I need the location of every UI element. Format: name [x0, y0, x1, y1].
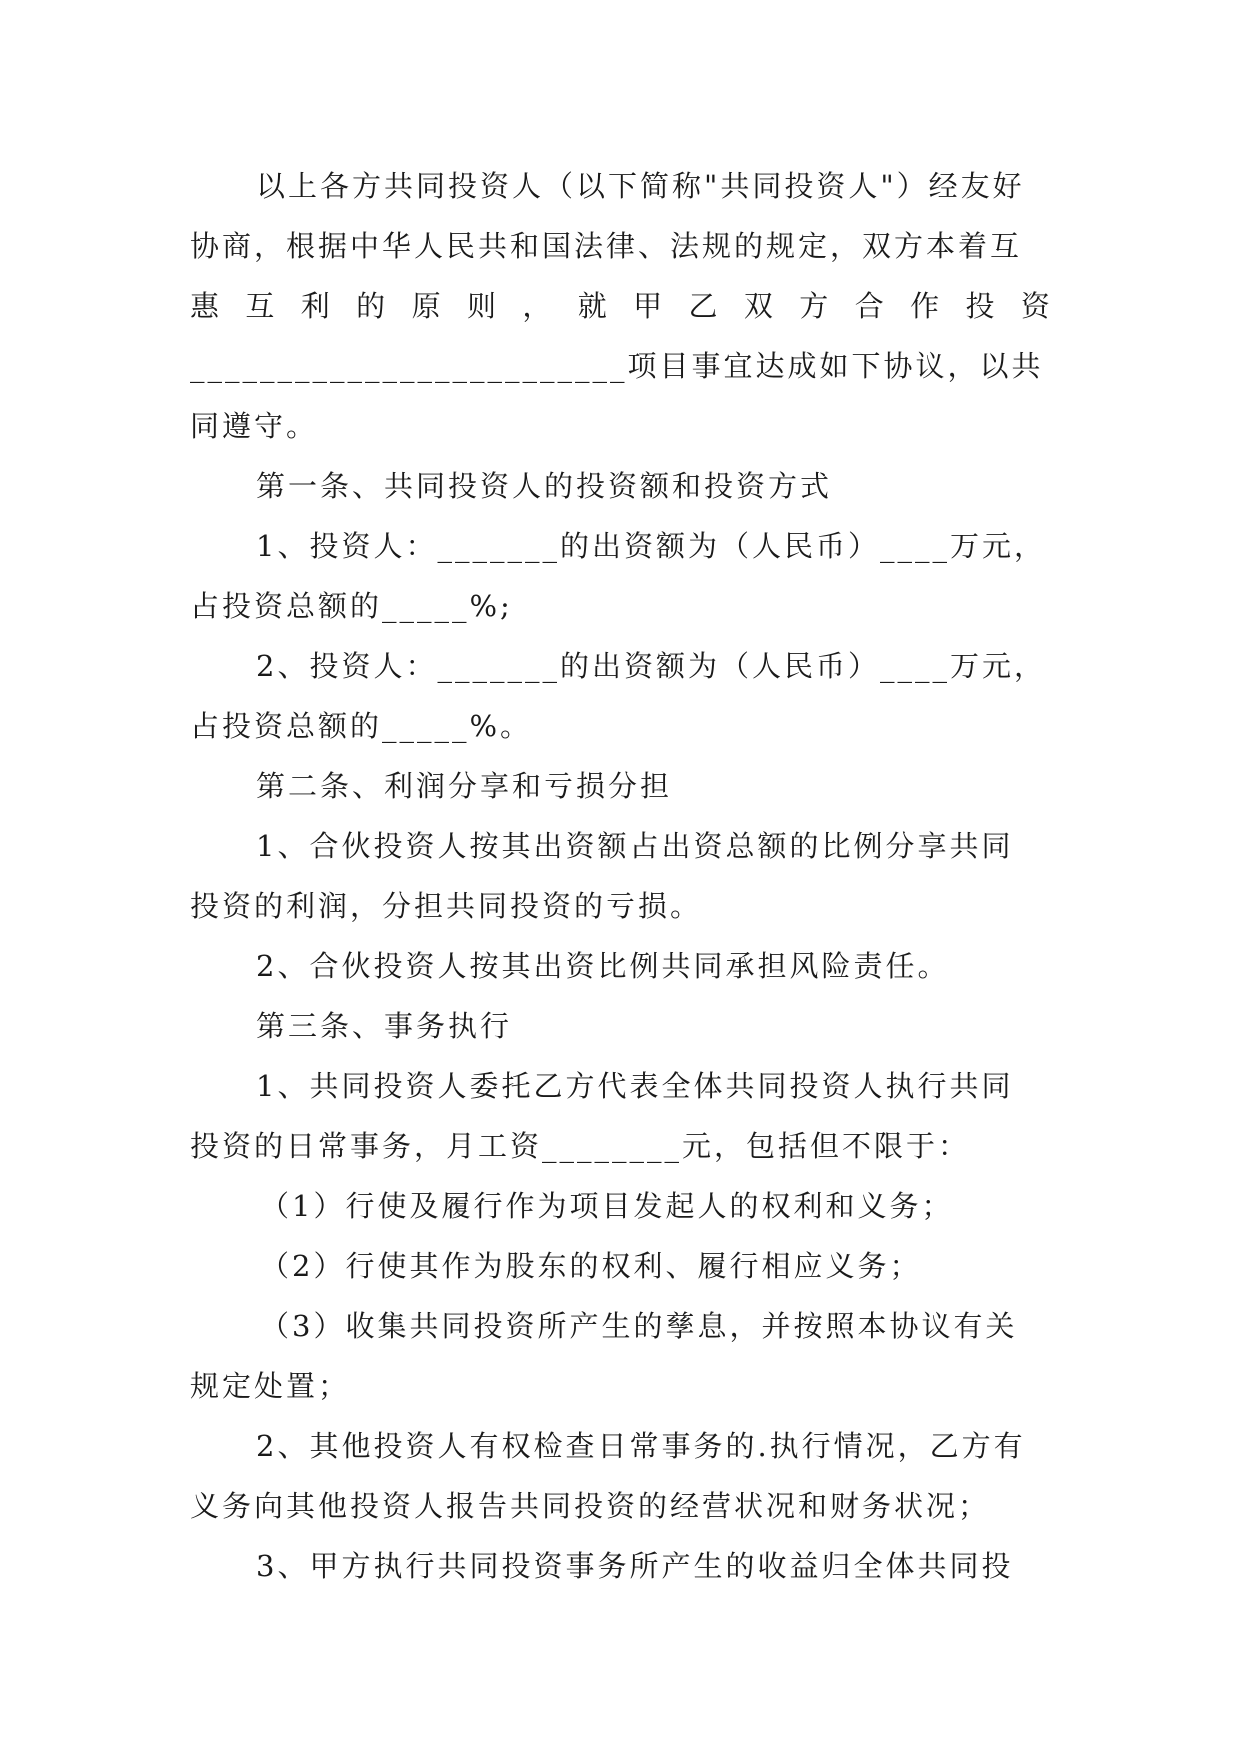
justified-char: 原	[411, 289, 441, 323]
intro-line-4: _________________________项目事宜达成如下协议，以共	[190, 349, 1044, 383]
justified-char: 甲	[633, 289, 663, 323]
article-3-sub-3-line-1: （3）收集共同投资所产生的孳息，并按照本协议有关	[260, 1309, 1018, 1343]
article-3-sub-2: （2）行使其作为股东的权利、履行相应义务；	[260, 1249, 922, 1283]
article-1-item-1-line-2: 占投资总额的_____%;	[190, 589, 513, 623]
article-3-title: 第三条、事务执行	[256, 1009, 513, 1043]
article-2-item-1-line-2: 投资的利润，分担共同投资的亏损。	[190, 889, 703, 923]
article-3-item-3-line-1: 3、甲方执行共同投资事务所产生的收益归全体共同投	[256, 1549, 1014, 1583]
article-1-item-2-line-2: 占投资总额的_____%。	[190, 709, 533, 743]
justified-char: 的	[356, 289, 386, 323]
justified-char: 方	[799, 289, 829, 323]
justified-char: 乙	[688, 289, 718, 323]
justified-char: 则	[466, 289, 496, 323]
justified-char: 互	[245, 289, 275, 323]
justified-char: 双	[743, 289, 773, 323]
intro-line-3	[190, 276, 1050, 336]
article-2-item-1-line-1: 1、合伙投资人按其出资额占出资总额的比例分享共同	[256, 829, 1014, 863]
justified-char: 合	[854, 289, 884, 323]
intro-line-1: 以上各方共同投资人（以下简称"共同投资人"）经友好	[256, 169, 1025, 203]
document-body	[190, 156, 1050, 1596]
justified-char: 利	[300, 289, 330, 323]
article-3-sub-3-line-2: 规定处置；	[190, 1369, 351, 1403]
article-2-title: 第二条、利润分享和亏损分担	[256, 769, 673, 803]
article-3-item-2-line-2: 义务向其他投资人报告共同投资的经营状况和财务状况；	[190, 1489, 991, 1523]
justified-char: ，	[522, 289, 552, 323]
article-1-title: 第一条、共同投资人的投资额和投资方式	[256, 469, 833, 503]
article-1-item-2-line-1: 2、投资人：_______的出资额为（人民币）____万元，	[256, 649, 1046, 683]
article-2-item-2: 2、合伙投资人按其出资比例共同承担风险责任。	[256, 949, 950, 983]
justified-char: 资	[1020, 289, 1050, 323]
justified-char: 惠	[190, 289, 220, 323]
article-1-item-1-line-1: 1、投资人：_______的出资额为（人民币）____万元，	[256, 529, 1046, 563]
article-3-sub-1: （1）行使及履行作为项目发起人的权利和义务；	[260, 1189, 954, 1223]
justified-char: 投	[965, 289, 995, 323]
intro-line-2: 协商，根据中华人民共和国法律、法规的规定，双方本着互	[190, 229, 1023, 263]
intro-line-5: 同遵守。	[190, 409, 319, 443]
article-3-item-1-line-1: 1、共同投资人委托乙方代表全体共同投资人执行共同	[256, 1069, 1014, 1103]
article-3-item-2-line-1: 2、其他投资人有权检查日常事务的.执行情况，乙方有	[256, 1429, 1026, 1463]
justified-char: 就	[577, 289, 607, 323]
justified-char: 作	[910, 289, 940, 323]
article-3-item-1-line-2: 投资的日常事务，月工资________元，包括但不限于：	[190, 1129, 971, 1163]
